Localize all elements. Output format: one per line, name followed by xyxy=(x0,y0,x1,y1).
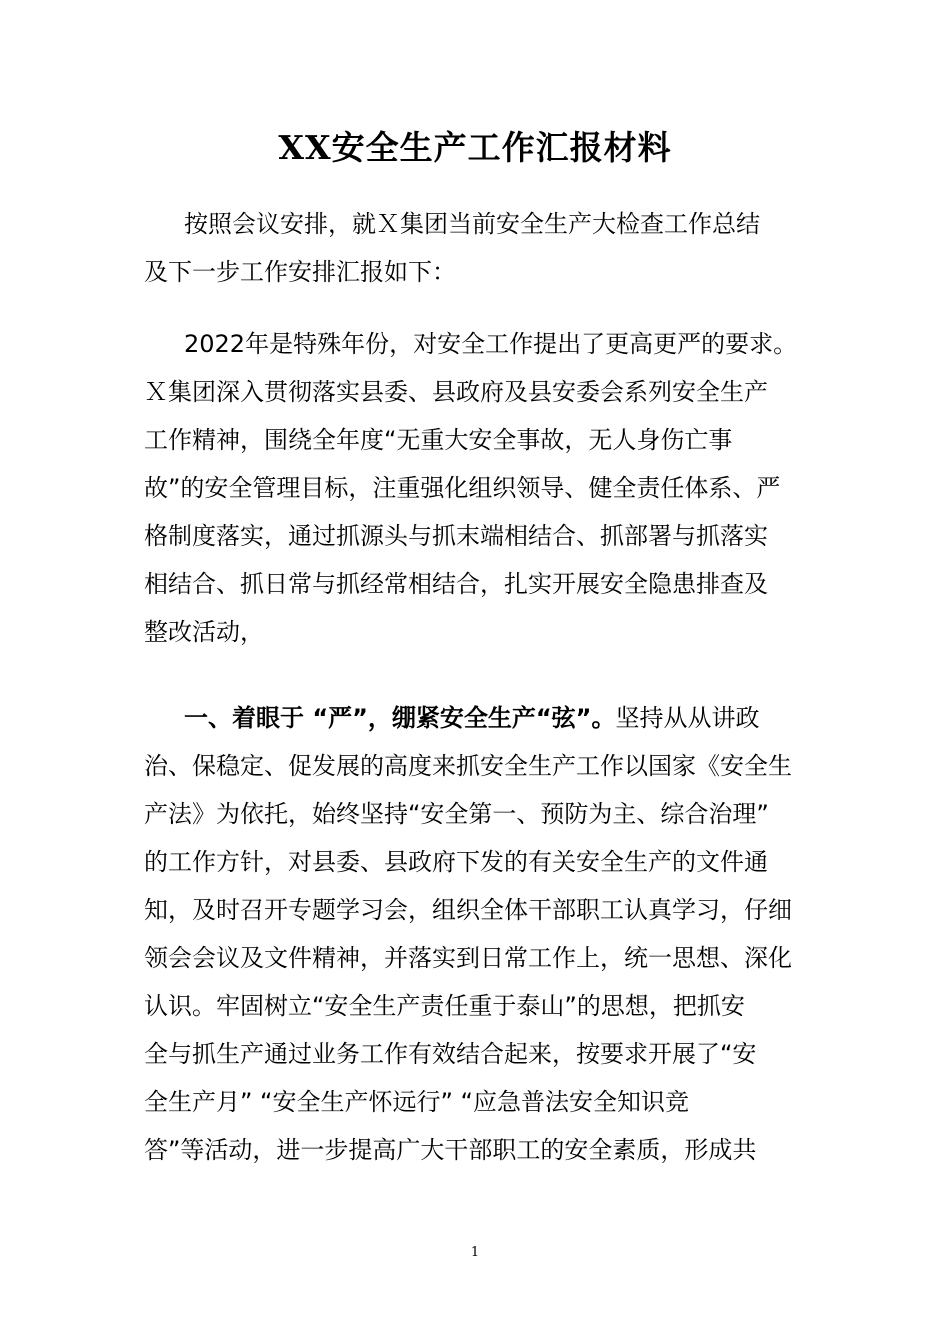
text-line: 全与抓生产通过业务工作有效结合起来，按要求开展了“安 xyxy=(144,1040,757,1068)
text-line: 治、保稳定、促发展的高度来抓安全生产工作以国家《安全生 xyxy=(144,752,792,780)
text-line: 格制度落实，通过抓源头与抓末端相结合、抓部署与抓落实 xyxy=(144,522,768,550)
text-line: 的工作方针，对县委、县政府下发的有关安全生产的文件通 xyxy=(144,848,768,876)
text-line: 按照会议安排，就Ｘ集团当前安全生产大检查工作总结 xyxy=(184,210,760,238)
text-line: 整改活动， xyxy=(144,618,264,646)
text-line: 知，及时召开专题学习会，组织全体干部职工认真学习，仔细 xyxy=(144,896,792,924)
paragraph-summary xyxy=(144,320,820,656)
text-line: 答”等活动，进一步提高广大干部职工的安全素质，形成共 xyxy=(144,1136,757,1164)
text-line: 及下一步工作安排汇报如下： xyxy=(144,258,456,286)
section-heading-continuation: 坚持从从讲政 xyxy=(615,704,760,732)
document-title: XX安全生产工作汇报材料 xyxy=(278,128,672,167)
paragraph-section-one xyxy=(144,694,820,1174)
text-line: 全生产月” “安全生产怀远行” “应急普法安全知识竞 xyxy=(144,1088,689,1116)
text-line: 故”的安全管理目标，注重强化组织领导、健全责任体系、严 xyxy=(144,474,781,502)
text-line: 领会会议及文件精神，并落实到日常工作上，统一思想、深化 xyxy=(144,944,792,972)
text-line: 2022年是特殊年份，对安全工作提出了更高更严的要求。 xyxy=(184,330,798,358)
text-line: Ｘ集团深入贯彻落实县委、县政府及县安委会系列安全生产 xyxy=(144,378,768,406)
paragraph-intro xyxy=(144,200,820,296)
text-line xyxy=(144,694,820,742)
page-number: 1 xyxy=(470,1245,480,1260)
text-line: 认识。牢固树立“安全生产责任重于泰山”的思想，把抓安 xyxy=(144,992,745,1020)
text-line: 产法》为依托，始终坚持“安全第一、预防为主、综合治理” xyxy=(144,800,769,828)
section-heading: 一、着眼于 “严”，绷紧安全生产“弦”。 xyxy=(184,704,616,732)
text-line: 工作精神，围绕全年度“无重大安全事故，无人身伤亡事 xyxy=(144,426,733,454)
text-line: 相结合、抓日常与抓经常相结合，扎实开展安全隐患排查及 xyxy=(144,570,768,598)
